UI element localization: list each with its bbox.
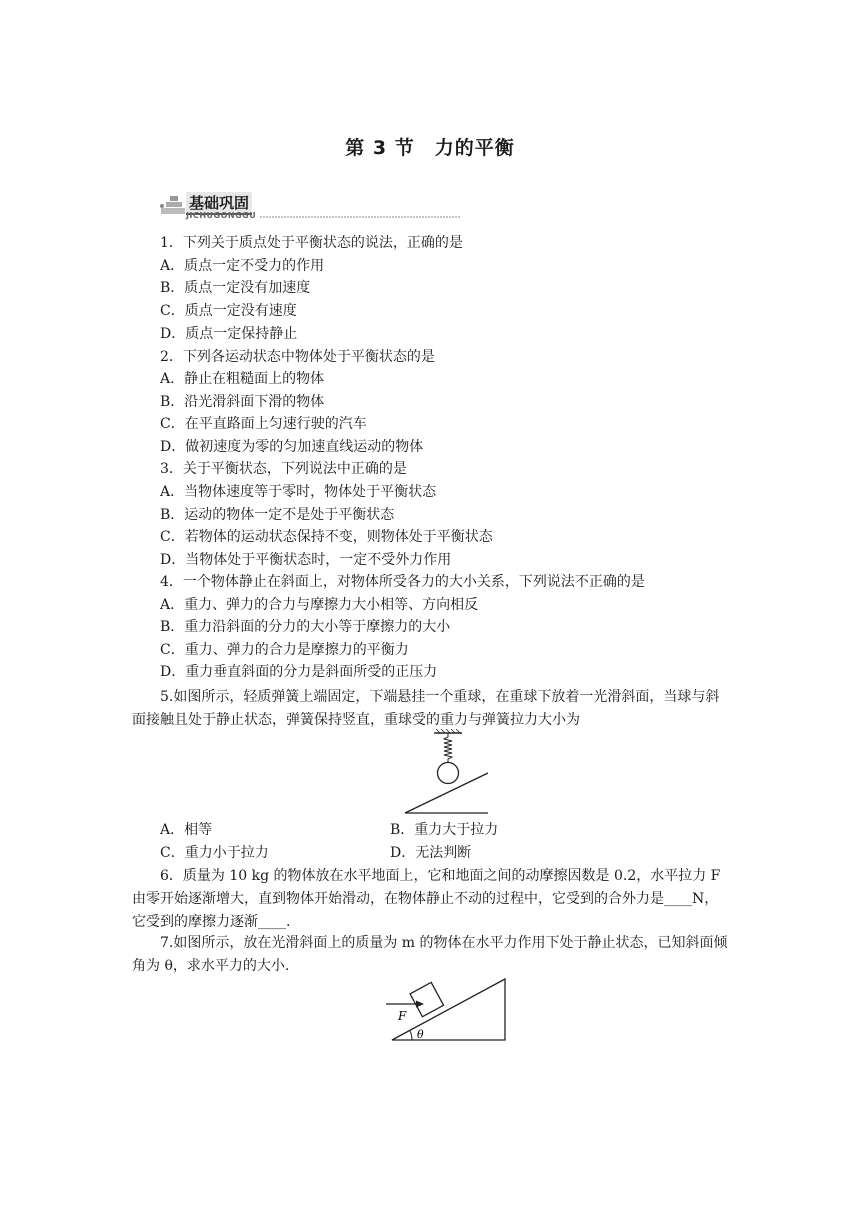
banner-underline <box>260 215 460 219</box>
angle-label: θ <box>417 1028 424 1041</box>
banner-decoration-icon <box>158 194 186 216</box>
figure-spring-ball-incline <box>400 728 492 816</box>
ball-icon <box>438 763 459 784</box>
question-line: D．当物体处于平衡状态时，一定不受外力作用 <box>160 552 452 568</box>
question-5-text: 5.如图所示，轻质弹簧上端固定，下端悬挂一个重球，在重球下放着一光滑斜面，当球与斜面接触且处于静止状态，弹簧保持竖直，重球受的重力与弹簧拉力大小为 <box>132 689 720 728</box>
question-line: B．运动的物体一定不是处于平衡状态 <box>160 507 395 523</box>
spring-icon <box>444 733 452 763</box>
section-sublabel: JICHUGONGGU <box>186 211 257 220</box>
question-line: B．沿光滑斜面下滑的物体 <box>160 394 325 410</box>
question-line: C．重力、弹力的合力是摩擦力的平衡力 <box>160 642 409 658</box>
question-line: C．在平直路面上匀速行驶的汽车 <box>160 416 367 432</box>
question-line: 4．一个物体静止在斜面上，对物体所受各力的大小关系，下列说法不正确的是 <box>160 574 645 590</box>
incline-triangle <box>392 979 505 1040</box>
question-5-option: B．重力大于拉力 <box>390 822 499 838</box>
question-line: D．重力垂直斜面的分力是斜面所受的正压力 <box>160 664 438 680</box>
section-banner <box>158 192 308 222</box>
question-line: B．重力沿斜面的分力的大小等于摩擦力的大小 <box>160 619 451 635</box>
block-icon <box>410 982 443 1016</box>
question-line: D．质点一定保持静止 <box>160 326 298 342</box>
question-line: C．若物体的运动状态保持不变，则物体处于平衡状态 <box>160 529 493 545</box>
question-7-text: 7.如图所示，放在光滑斜面上的质量为 m 的物体在水平力作用下处于静止状态，已知斜面倾角为 θ，求水平力的大小. <box>132 935 728 974</box>
force-label: F <box>398 1009 407 1023</box>
question-line: B．质点一定没有加速度 <box>160 280 311 296</box>
question-6-text: 6．质量为 10 kg 的物体放在水平地面上，它和地面之间的动摩擦因数是 0.2，水平拉力 F 由零开始逐渐增大，直到物体开始滑动，在物体静止不动的过程中，它受到的合外力是____N，它受到的摩擦力逐渐____. <box>132 868 721 930</box>
question-5-option: C．重力小于拉力 <box>160 845 269 861</box>
question-line: A．重力、弹力的合力与摩擦力大小相等、方向相反 <box>160 597 479 613</box>
question-line: A．质点一定不受力的作用 <box>160 258 325 274</box>
question-line: A．静止在粗糙面上的物体 <box>160 371 325 387</box>
question-5-option: D．无法判断 <box>390 845 472 861</box>
page-title: 第 3 节 力的平衡 <box>345 137 515 159</box>
question-line: D．做初速度为零的匀加速直线运动的物体 <box>160 439 424 455</box>
question-line: C．质点一定没有速度 <box>160 303 297 319</box>
question-line: A．当物体速度等于零时，物体处于平衡状态 <box>160 484 437 500</box>
question-5-option: A．相等 <box>160 822 213 838</box>
question-line: 3．关于平衡状态，下列说法中正确的是 <box>160 461 407 477</box>
question-line: 2．下列各运动状态中物体处于平衡状态的是 <box>160 349 435 365</box>
question-line: 1．下列关于质点处于平衡状态的说法，正确的是 <box>160 235 463 251</box>
figure-block-incline <box>380 975 510 1043</box>
section-label: 基础巩固 <box>186 192 252 215</box>
